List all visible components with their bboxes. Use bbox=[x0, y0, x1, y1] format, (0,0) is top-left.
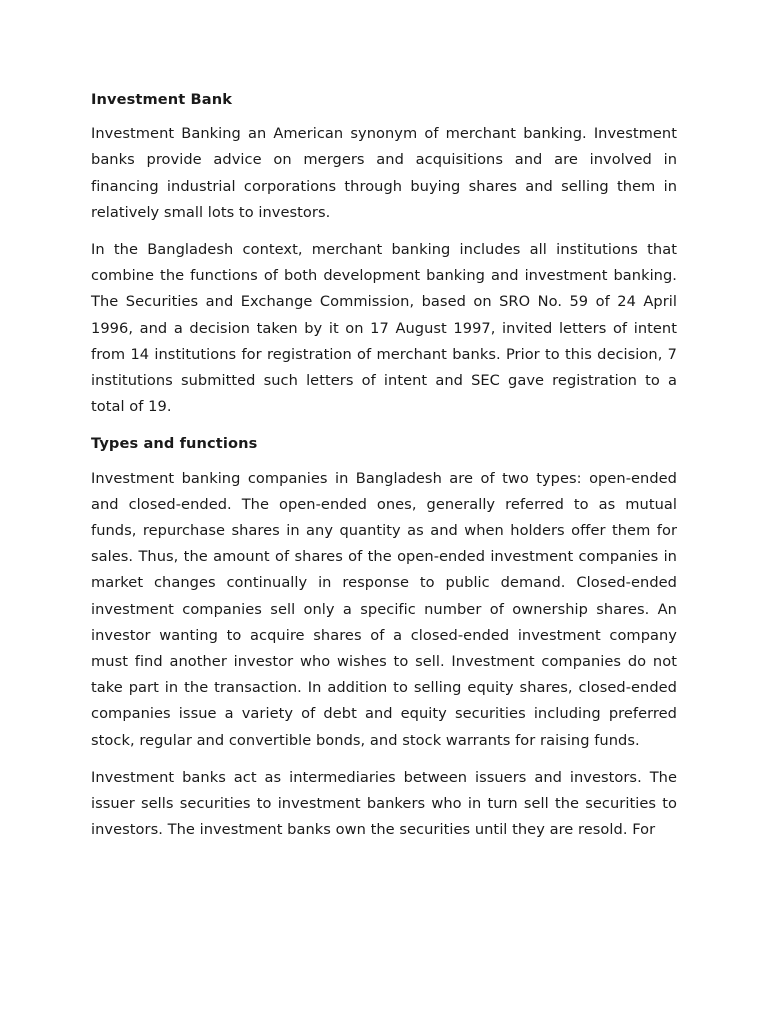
section-paragraph-2: Investment banks act as intermediaries between issuers and investors. The issuer sells securities to investment bankers who in turn sell the securities to investors. The investment banks own the securities until they are resold. For bbox=[91, 768, 677, 839]
intro-paragraph-1: Investment Banking an American synonym of merchant banking. Investment banks provide advice on mergers and acquisitions and are involved in financing industrial corporations through buying shares and selling them in relatively small lots to investors. bbox=[91, 125, 677, 221]
section-heading-types-and-functions: Types and functions bbox=[91, 435, 258, 453]
section-paragraph-1: Investment banking companies in Bangladesh are of two types: open-ended and closed-ended. The open-ended ones, generally referred to as mutual funds, repurchase shares in any quantity as and when holders offer them for sales. Thus, the amount of shares of the open-ended investment companies in market changes continually in response to public demand. Closed-ended investment companies sell only a specific number of ownership shares. An investor wanting to acquire shares of a closed-ended investment company must find another investor who wishes to sell. Investment companies do not take part in the transaction. In addition to selling equity shares, closed-ended companies issue a variety of debt and equity securities including preferred stock, regular and convertible bonds, and stock warrants for raising funds. bbox=[91, 469, 677, 749]
intro-paragraph-2: In the Bangladesh context, merchant banking includes all institutions that combine the functions of both development banking and investment banking. The Securities and Exchange Commission, based on SRO No. 59 of 24 April 1996, and a decision taken by it on 17 August 1997, invited letters of intent from 14 institutions for registration of merchant banks. Prior to this decision, 7 institutions submitted such letters of intent and SEC gave registration to a total of 19. bbox=[91, 241, 677, 416]
document-page bbox=[91, 84, 677, 854]
document-title: Investment Bank bbox=[91, 91, 233, 108]
